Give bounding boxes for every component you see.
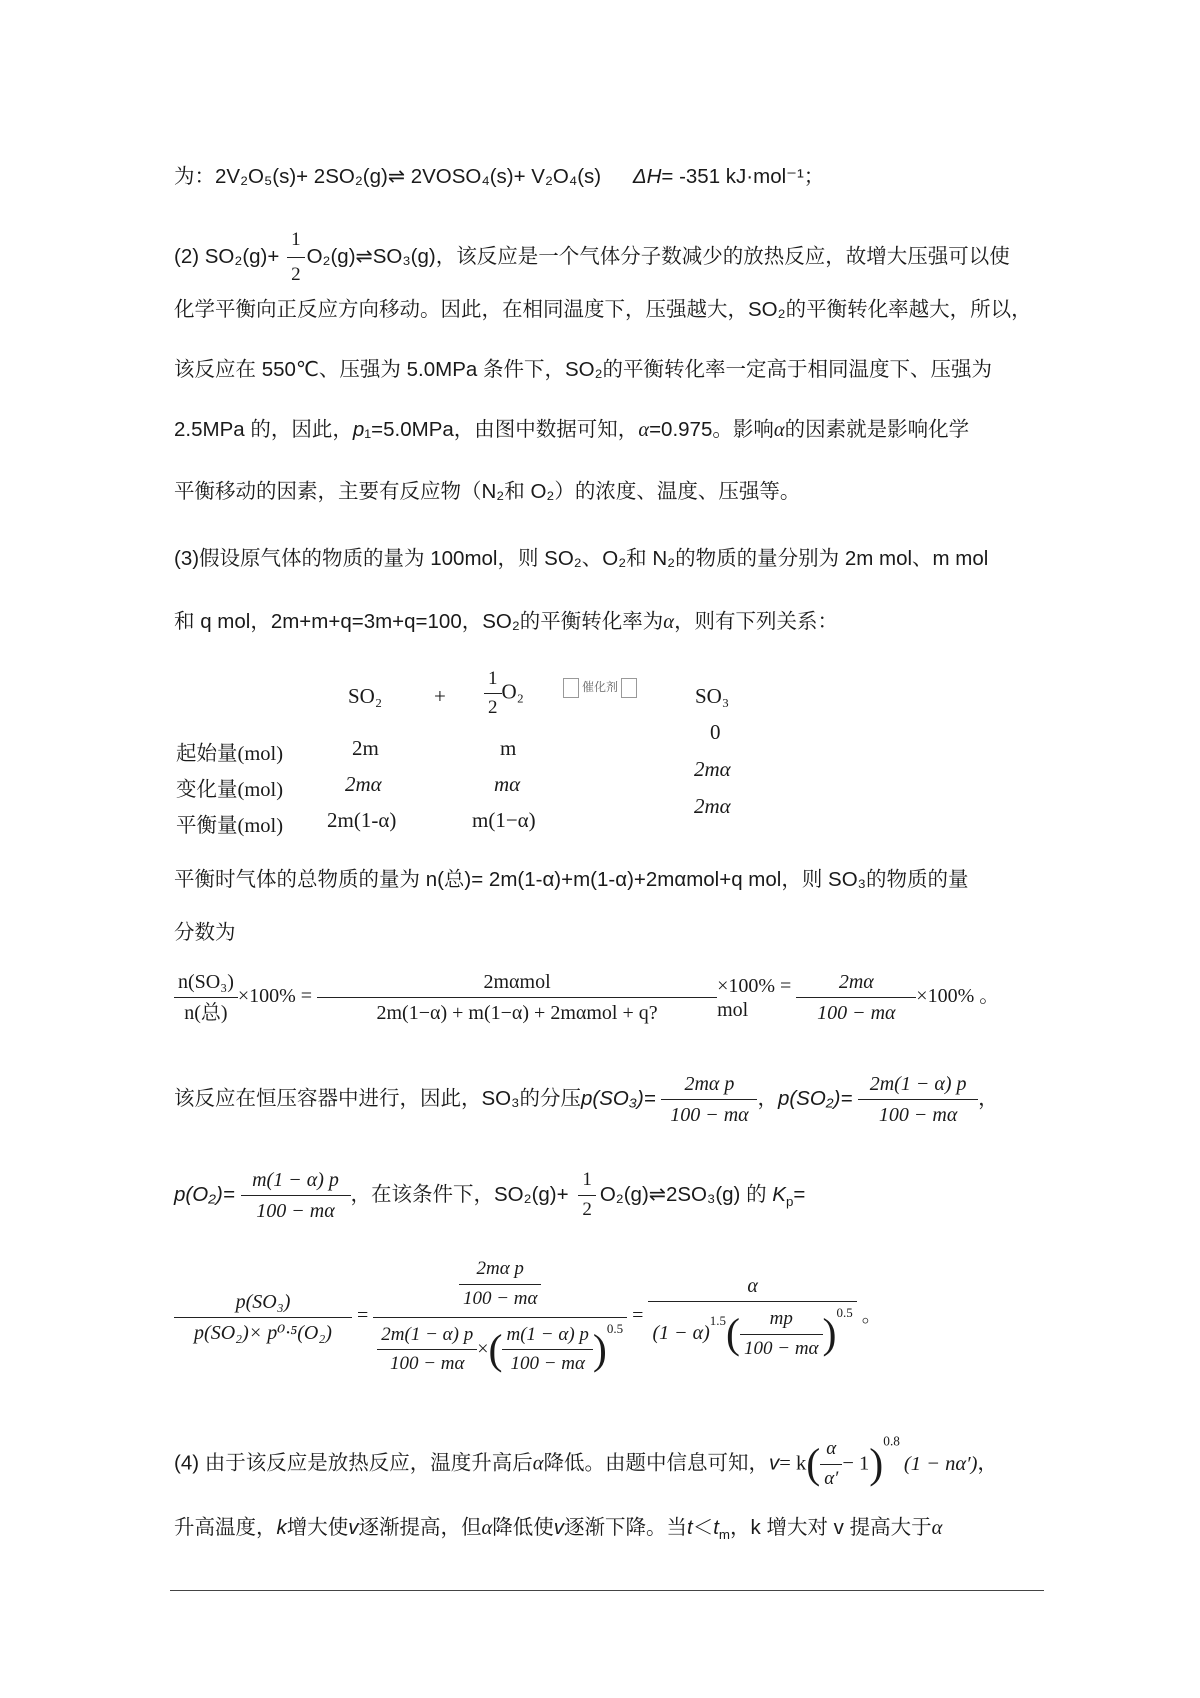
alpha-ratio-fraction xyxy=(820,1438,842,1491)
period: 。 xyxy=(861,1304,882,1327)
term: (1 − α) xyxy=(652,1321,710,1344)
equilibrium-arrow-icon xyxy=(563,678,579,698)
operator: ×100% = xyxy=(237,985,313,1008)
inner-fraction xyxy=(740,1308,823,1361)
left-paren: ( xyxy=(488,1326,503,1373)
term: (1 − nα′) xyxy=(903,1452,978,1475)
equation-text: 2V₂O₅(s)+ 2SO₂(g)⇌ 2VOSO₄(s)+ V₂O₄(s) xyxy=(215,165,602,188)
separator: ， xyxy=(757,1086,778,1110)
numerator: α xyxy=(820,1438,842,1465)
numerator: mp xyxy=(740,1308,823,1335)
fraction-half xyxy=(578,1169,596,1222)
text: O₂(g)⇌SO₃(g)，该反应是一个气体分子数减少的放热反应，故增大压强可以使 xyxy=(306,244,1010,268)
v-symbol: v xyxy=(769,1451,780,1475)
change-o2: mα xyxy=(494,772,521,796)
operator: = k xyxy=(779,1452,807,1475)
text: 增大使 xyxy=(286,1516,349,1539)
text: 该反应在恒压容器中进行，因此，SO₃的分压 xyxy=(174,1086,581,1110)
text: 降低。由题中信息可知， xyxy=(543,1451,770,1475)
operator: ×100% = xyxy=(717,974,792,997)
kp-symbol: K xyxy=(772,1182,786,1206)
denominator xyxy=(648,1302,856,1361)
reaction-equation-line xyxy=(174,163,1054,191)
text: 升高温度， xyxy=(174,1516,277,1539)
change-so2: 2mα xyxy=(345,772,382,796)
denominator: 100 − mα xyxy=(389,1353,465,1375)
denominator: 2m(1−α) + m(1−α) + 2mαmol + q? xyxy=(376,1002,658,1024)
numerator: 1 xyxy=(484,668,502,694)
fraction-intro-line: 分数为 xyxy=(174,921,236,944)
term: − 1 xyxy=(842,1452,870,1475)
p-so2-fraction xyxy=(858,1072,978,1127)
text: (4) 由于该反应是放热反应，温度升高后 xyxy=(174,1451,533,1475)
partial-pressure-line-1 xyxy=(174,1072,1054,1127)
numerator: n(SO₃) xyxy=(174,970,238,998)
change-so3: 2mα xyxy=(694,757,731,781)
denominator: 100 − mα xyxy=(670,1104,749,1126)
denominator: 2 xyxy=(488,697,498,718)
text: 逐渐下降。当 xyxy=(564,1516,688,1539)
delta-h-label: ΔH xyxy=(632,165,662,188)
kp-middle-fraction xyxy=(373,1258,627,1376)
numerator: 2m(1 − α) p xyxy=(858,1072,978,1100)
part-2-line-3: 该反应在 550℃、压强为 5.0MPa 条件下，SO₂的平衡转化率一定高于相同温度下、压强为 xyxy=(174,358,993,381)
initial-o2: m xyxy=(500,736,517,760)
part-4-line-1 xyxy=(174,1433,1054,1491)
header-plus: + xyxy=(434,684,446,708)
denominator: 100 − mα xyxy=(878,1104,958,1126)
header-so2: SO₂ xyxy=(348,684,383,708)
right-paren: ) xyxy=(592,1326,607,1373)
numerator: 2mα p xyxy=(661,1072,757,1100)
p-so3-fraction xyxy=(661,1072,757,1127)
footer-divider xyxy=(170,1590,1044,1591)
denominator: 100 − mα xyxy=(510,1353,585,1375)
right-fraction xyxy=(796,970,916,1025)
text: ₁=5.0MPa，由图中数据可知， xyxy=(364,418,639,441)
denominator: p(SO₂)× p⁰·⁵(O₂) xyxy=(194,1321,332,1344)
part-2-line-4 xyxy=(174,416,1054,444)
part-3-line-1: (3)假设原气体的物质的量为 100mol，则 SO₂、O₂和 N₂的物质的量分别为 2m mol、m mol xyxy=(174,547,989,570)
catalyst-condition xyxy=(563,678,640,698)
pressure-symbol: p xyxy=(352,418,365,441)
text: 逐渐提高，但 xyxy=(358,1516,482,1539)
text: 2.5MPa 的，因此， xyxy=(174,418,353,441)
part-4-line-2 xyxy=(174,1514,1054,1542)
right-paren: ) xyxy=(869,1441,884,1488)
initial-so3: 0 xyxy=(710,720,721,744)
kp-lhs-fraction xyxy=(174,1290,352,1345)
v-symbol: v xyxy=(348,1516,359,1539)
denominator: 100 − mα xyxy=(744,1337,819,1359)
operator: = xyxy=(793,1182,806,1206)
o2-formula: O₂ xyxy=(501,679,524,704)
numerator: 1 xyxy=(578,1169,596,1196)
numerator: 1 xyxy=(287,226,305,258)
equilibrium-so2: 2m(1-α) xyxy=(327,808,397,832)
inner-fraction xyxy=(502,1324,592,1377)
alpha-symbol: α xyxy=(931,1517,943,1539)
kp-equation xyxy=(174,1258,1054,1376)
alpha-symbol: α xyxy=(481,1517,493,1539)
numerator: 2mαmol xyxy=(317,970,717,998)
total-moles-line: 平衡时气体的总物质的量为 n(总)= 2m(1-α)+m(1-α)+2mαmol+q mol，则 SO₃的物质的量 xyxy=(174,868,969,891)
text: ，则有下列关系： xyxy=(674,610,839,633)
catalyst-label: 催化剂 xyxy=(582,680,619,694)
p-o2-label: p(O₂)= xyxy=(174,1182,235,1206)
fraction-half xyxy=(287,226,305,289)
right-paren: ) xyxy=(822,1311,837,1358)
operator: ×100% xyxy=(916,985,975,1008)
numerator: α xyxy=(648,1274,856,1302)
partial-pressure-line-2 xyxy=(174,1168,1054,1223)
alpha-symbol: α xyxy=(532,1452,544,1475)
alpha-symbol: α xyxy=(663,611,675,633)
numerator: 2m(1 − α) p xyxy=(377,1324,477,1351)
left-paren: ( xyxy=(726,1311,741,1358)
text: ，k 增大对 v 提高大于 xyxy=(730,1516,932,1539)
header-o2 xyxy=(484,668,524,719)
equilibrium-o2: m(1−α) xyxy=(472,808,536,832)
text: 的因素就是影响化学 xyxy=(784,418,970,441)
t-symbol: t xyxy=(687,1516,693,1539)
initial-so2: 2m xyxy=(352,736,379,760)
denominator: α′ xyxy=(824,1467,839,1489)
p-so3-label: p(SO₃)= xyxy=(580,1086,656,1110)
alpha-symbol: α xyxy=(773,419,785,441)
denominator: 2 xyxy=(291,264,301,285)
operator: ＜ xyxy=(692,1516,714,1539)
row-label-initial: 起始量(mol) xyxy=(176,743,284,765)
operator: × xyxy=(477,1337,489,1360)
operator: = xyxy=(632,1304,644,1327)
part-2-line-1 xyxy=(174,226,1054,289)
part-3-line-2 xyxy=(174,608,1054,636)
text: =0.975。影响 xyxy=(649,418,774,441)
text: (2) SO₂(g)+ xyxy=(174,244,280,268)
exponent: 0.5 xyxy=(836,1304,853,1320)
numerator: m(1 − α) p xyxy=(241,1168,351,1196)
operator: = xyxy=(357,1304,369,1327)
inner-fraction xyxy=(377,1324,477,1377)
exponent: 0.5 xyxy=(606,1320,624,1336)
p-o2-fraction xyxy=(241,1168,351,1223)
exponent: 0.8 xyxy=(883,1433,900,1449)
denominator: 100 − mα xyxy=(462,1287,538,1309)
row-label-change: 变化量(mol) xyxy=(176,779,284,801)
separator: ， xyxy=(978,1086,999,1110)
unit: mol xyxy=(717,998,749,1021)
v-symbol: v xyxy=(553,1516,565,1539)
p-so2-label: p(SO₂)= xyxy=(777,1086,853,1110)
alpha-symbol: α xyxy=(638,419,650,441)
k-symbol: k xyxy=(276,1516,287,1539)
lhs-fraction xyxy=(174,970,238,1025)
left-paren: ( xyxy=(806,1441,821,1488)
middle-fraction xyxy=(317,970,717,1025)
denominator: n(总) xyxy=(184,1002,228,1024)
denominator: 2 xyxy=(582,1199,592,1220)
text: 为： xyxy=(174,165,215,188)
row-label-equilibrium: 平衡量(mol) xyxy=(176,815,284,837)
denominator: 100 − mα xyxy=(817,1002,896,1024)
separator: ， xyxy=(977,1451,998,1475)
operator-group xyxy=(717,974,791,1022)
numerator: p(SO₃) xyxy=(174,1290,352,1318)
equilibrium-arrow-icon xyxy=(621,678,637,698)
denominator: 100 − mα xyxy=(256,1200,335,1222)
text: ，在该条件下，SO₂(g)+ xyxy=(350,1182,569,1206)
exponent: 1.5 xyxy=(709,1312,727,1328)
numerator xyxy=(373,1258,627,1318)
kp-result-fraction xyxy=(648,1274,856,1361)
numerator: 2mα p xyxy=(459,1258,542,1285)
text: 和 q mol，2m+m+q=3m+q=100，SO₂的平衡转化率为 xyxy=(174,610,664,633)
kp-subscript: p xyxy=(785,1194,794,1210)
part-2-line-2: 化学平衡向正反应方向移动。因此，在相同温度下，压强越大，SO₂的平衡转化率越大，所以， xyxy=(174,298,1032,321)
tm-subscript: m xyxy=(718,1527,731,1543)
text: 降低使 xyxy=(492,1516,554,1539)
period: 。 xyxy=(979,985,1000,1008)
header-so3: SO₃ xyxy=(695,684,730,708)
mole-fraction-equation xyxy=(174,970,1054,1025)
tm-symbol: t xyxy=(713,1516,719,1539)
delta-h-value: = -351 kJ·mol⁻¹； xyxy=(661,165,825,188)
text: O₂(g)⇌2SO₃(g) 的 xyxy=(599,1182,767,1206)
inner-fraction xyxy=(459,1258,542,1311)
equilibrium-so3: 2mα xyxy=(694,794,731,818)
part-2-line-5: 平衡移动的因素，主要有反应物（N₂和 O₂）的浓度、温度、压强等。 xyxy=(174,480,801,503)
numerator: 2mα xyxy=(796,970,916,998)
denominator xyxy=(373,1318,627,1377)
numerator: m(1 − α) p xyxy=(502,1324,592,1351)
fraction-half xyxy=(484,668,502,719)
